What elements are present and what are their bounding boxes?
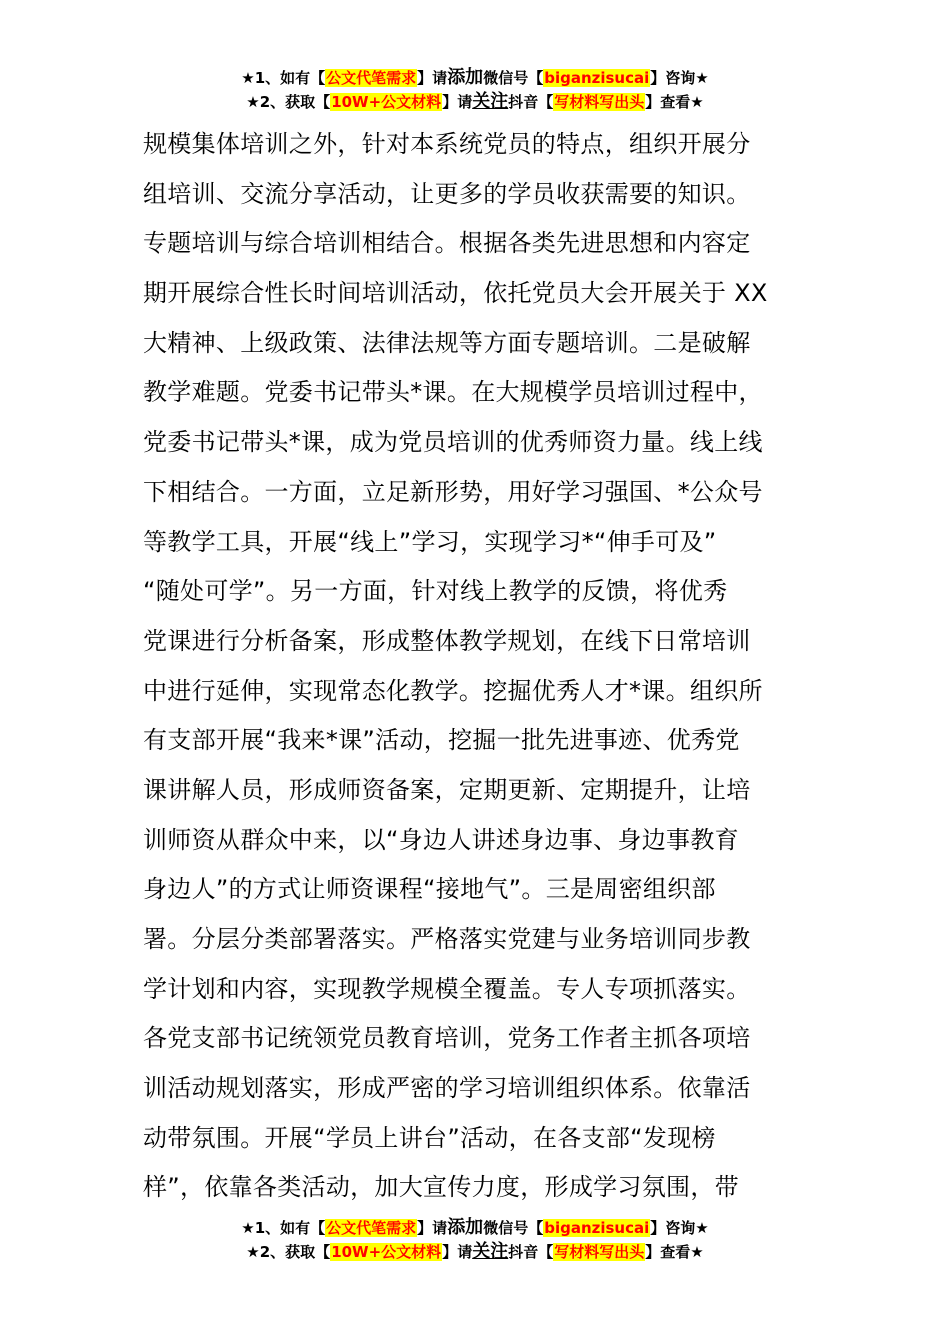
promo-text: 微信号【 [483, 1219, 544, 1237]
promo-text: ★1、如有【 [241, 69, 326, 87]
promo-line-2 [0, 1240, 950, 1264]
promo-line-2 [0, 90, 950, 114]
body-line: 专题培训与综合培训相结合。根据各类先进思想和内容定 [143, 229, 751, 258]
body-line: 有支部开展“我来*课”活动，挖掘一批先进事迹、优秀党 [143, 726, 740, 755]
promo-text: 】请 [417, 1219, 448, 1237]
promo-text: 抖音【 [508, 1243, 554, 1261]
document-body [143, 120, 808, 1213]
promo-text: 抖音【 [508, 93, 554, 111]
body-line: 样”，依靠各类活动，加大宣传力度，形成学习氛围，带 [143, 1173, 739, 1202]
body-line: 训师资从群众中来，以“身边人讲述身边事、身边事教育 [143, 825, 739, 854]
promo-emphasis: 关注 [472, 91, 509, 112]
body-line: 课讲解人员，形成师资备案，定期更新、定期提升，让培 [143, 775, 751, 804]
body-line: 身边人”的方式让师资课程“接地气”。三是周密组织部 [143, 875, 716, 904]
promo-highlight: 10W+公文材料 [331, 1243, 442, 1261]
promo-emphasis: 添加 [447, 67, 484, 88]
promo-line-1 [0, 66, 950, 90]
promo-highlight: 公文代笔需求 [326, 1219, 417, 1237]
body-line: 等教学工具，开展“线上”学习，实现学习*“伸手可及” [143, 527, 717, 556]
body-line: 规模集体培训之外，针对本系统党员的特点，组织开展分 [143, 130, 751, 158]
promo-line-1 [0, 1216, 950, 1240]
promo-text: 微信号【 [483, 69, 544, 87]
promo-douyin-id: 写材料写出头 [554, 1243, 645, 1261]
promo-text: 】请 [442, 1243, 473, 1261]
promo-highlight: 10W+公文材料 [331, 93, 442, 111]
body-line: 组培训、交流分享活动，让更多的学员收获需要的知识。 [143, 179, 751, 208]
header-promo-banner [0, 66, 950, 114]
body-line: 各党支部书记统领党员教育培训，党务工作者主抓各项培 [143, 1024, 751, 1053]
body-line: 中进行延伸，实现常态化教学。挖掘优秀人才*课。组织所 [143, 676, 763, 705]
body-line: 学计划和内容，实现教学规模全覆盖。专人专项抓落实。 [143, 974, 751, 1003]
promo-wechat-id: biganzisucai [544, 69, 650, 87]
body-line: 党委书记带头*课，成为党员培训的优秀师资力量。线上线 [143, 428, 763, 457]
body-line: 期开展综合性长时间培训活动，依托党员大会开展关于 XX [143, 279, 768, 308]
promo-highlight: 公文代笔需求 [326, 69, 417, 87]
promo-text: 】咨询★ [650, 69, 709, 87]
promo-wechat-id: biganzisucai [544, 1219, 650, 1237]
promo-text: 】请 [417, 69, 448, 87]
promo-text: 】请 [442, 93, 473, 111]
promo-text: 】查看★ [645, 1243, 704, 1261]
body-line: 教学难题。党委书记带头*课。在大规模学员培训过程中， [143, 378, 763, 407]
promo-text: 】查看★ [645, 93, 704, 111]
promo-douyin-id: 写材料写出头 [554, 93, 645, 111]
promo-text: ★2、获取【 [246, 93, 331, 111]
body-line: 下相结合。一方面，立足新形势，用好学习强国、*公众号 [143, 477, 763, 506]
promo-text: 】咨询★ [650, 1219, 709, 1237]
body-line: 训活动规划落实，形成严密的学习培训组织体系。依靠活 [143, 1074, 751, 1103]
footer-promo-banner [0, 1216, 950, 1264]
promo-text: ★1、如有【 [241, 1219, 326, 1237]
body-line: 动带氛围。开展“学员上讲台”活动，在各支部“发现榜 [143, 1123, 716, 1152]
body-line: 党课进行分析备案，形成整体教学规划，在线下日常培训 [143, 626, 751, 655]
body-line: 大精神、上级政策、法律法规等方面专题培训。二是破解 [143, 328, 751, 357]
promo-emphasis: 添加 [447, 1217, 484, 1238]
promo-text: ★2、获取【 [246, 1243, 331, 1261]
body-line: “随处可学”。另一方面，针对线上教学的反馈，将优秀 [143, 577, 728, 606]
body-line: 署。分层分类部署落实。严格落实党建与业务培训同步教 [143, 925, 751, 953]
promo-emphasis: 关注 [472, 1241, 509, 1262]
